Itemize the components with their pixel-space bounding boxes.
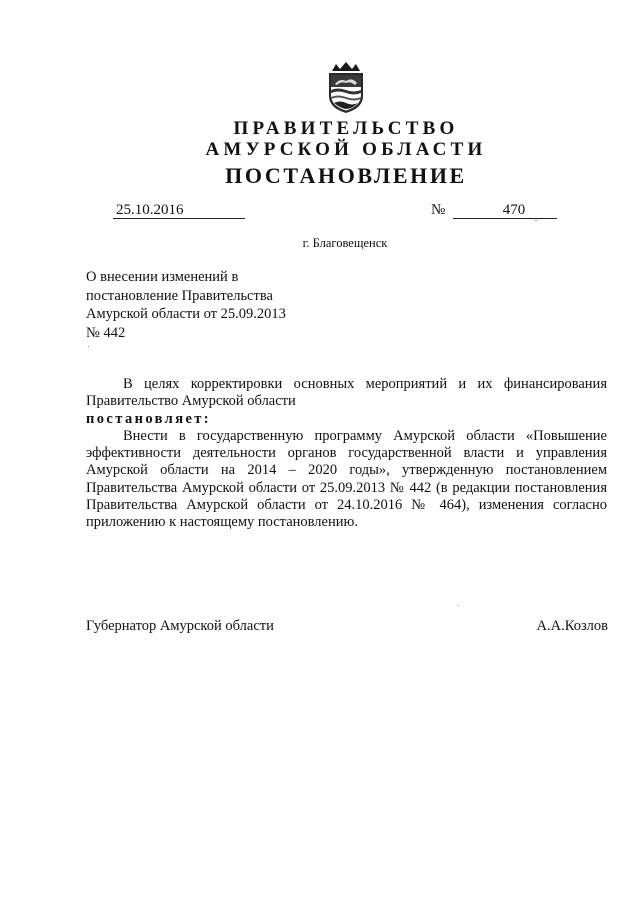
document-subject [86, 268, 286, 342]
coat-of-arms-icon [322, 62, 370, 114]
organization-line-1: ПРАВИТЕЛЬСТВО [233, 118, 459, 139]
subject-line: О внесении изменений в [86, 269, 239, 285]
document-date: 25.10.2016 [116, 202, 184, 218]
number-underline [453, 218, 557, 219]
scan-speck [88, 346, 89, 347]
signatory-name: А.А.Козлов [536, 618, 608, 634]
document-number: 470 [502, 202, 526, 218]
scan-speck [535, 220, 537, 221]
subject-line: № 442 [86, 324, 126, 341]
decrees-keyword: постановляет: [86, 411, 212, 427]
scan-speck [458, 605, 459, 606]
city-name: г. Благовещенск [302, 236, 388, 250]
document-type-title: ПОСТАНОВЛЕНИЕ [225, 163, 467, 188]
preamble-paragraph: В целях корректировки основных мероприятий и их финансирования Правительство Амурской области [86, 376, 607, 410]
subject-line: постановление Правительства [86, 287, 273, 304]
date-underline [113, 218, 245, 219]
subject-line: Амурской области от 25.09.2013 [86, 306, 286, 322]
organization-line-2: АМУРСКОЙ ОБЛАСТИ [205, 139, 487, 160]
signatory-title: Губернатор Амурской области [86, 618, 274, 634]
resolution-paragraph: Внести в государственную программу Амурской области «Повышение эффективности деятельности органов государственной власти и управления Амурской области на 2014 – 2020 годы», утвержденную постановлением Правительства Амурской области от 25.09.2013 № 442 (в редакции постановления Правительства Амурской области от 24.10.2016 № 464), изменения согласно приложению к настоящему постановлению. [86, 428, 607, 531]
number-sign: № [431, 202, 446, 218]
